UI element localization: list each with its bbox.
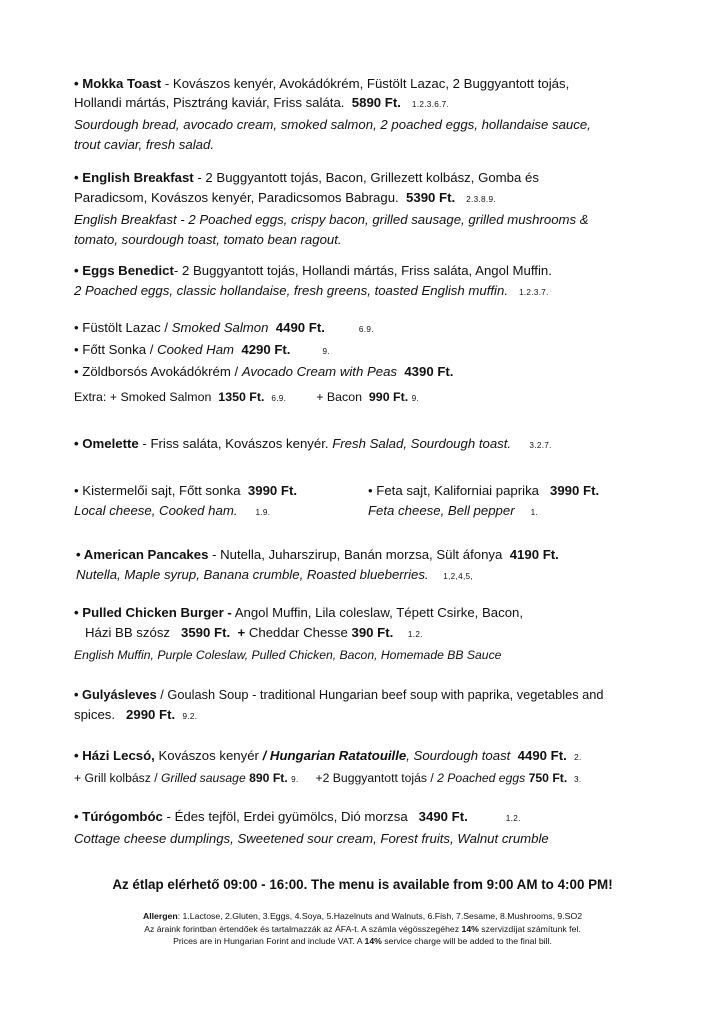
item-english: Sourdough bread, avocado cream, smoked salmon, 2 poached eggs, hollandaise sauce, [74,117,591,132]
item-name: • American Pancakes [76,547,209,562]
item-name: • Pulled Chicken Burger - [74,605,232,620]
option-en: Cooked Ham [157,342,235,357]
item-english: English Muffin, Purple Coleslaw, Pulled Chicken, Bacon, Homemade BB Sauce [74,648,502,662]
item-price: 3490 Ft. [418,809,468,824]
option-hu: Főtt Sonka / [82,342,158,357]
item-description: - Kovászos kenyér, Avokádókrém, Füstölt Lazac, 2 Buggyantott tojás, [161,76,570,91]
item-name: • Gulyásleves [74,687,157,702]
option-price: 4390 Ft. [404,364,454,379]
item-price: 5390 Ft. [406,190,456,205]
menu-item-omelette [74,434,674,456]
item-name: • Eggs Benedict [74,263,174,278]
allergen-label: Allergen [142,911,178,921]
option-allergens: 9. [322,347,330,356]
option-price: 4290 Ft. [241,342,291,357]
extra-label: Extra: + Smoked Salmon [74,390,212,404]
item-english: trout caviar, fresh salad. [74,137,215,152]
item-allergens: 1,2,4,5, [443,572,473,581]
item-english: English Breakfast - 2 Poached eggs, crispy bacon, grilled sausage, grilled mushrooms & [74,212,589,227]
extra-bacon-allergens: 9. [411,394,420,403]
extra-sausage-price: 890 Ft. [249,771,288,785]
menu-item-american-pancakes [76,545,676,587]
item-english: tomato, sourdough toast, tomato bean ragout. [74,232,342,247]
extra-price: 390 Ft. [351,625,394,640]
item-description: - Nutella, Juharszirup, Banán morzsa, Sült áfonya [208,547,503,562]
item-description: Paradicsom, Kovászos kenyér, Paradicsomos Babragu. [74,190,399,205]
price-note-hu [0,923,725,935]
extra-eggs-price: 750 Ft. [528,771,568,785]
item-description: - 2 Buggyantott tojás, Bacon, Grillezett kolbász, Gomba és [193,170,539,185]
item-english: Fresh Salad, Sourdough toast. [332,436,512,451]
option-price: 4490 Ft. [275,320,325,335]
allergen-list: : 1.Lactose, 2.Gluten, 3.Eggs, 4.Soya, 5.Hazelnuts and Walnuts, 6.Fish, 7.Sesame, 8.Mushrooms, 9.SO2 [177,911,583,921]
price-note-en [0,935,725,947]
item-allergens: 1.2. [505,814,521,823]
item-description: spices. [74,707,116,722]
item-allergens: 1.2.3.7. [518,288,549,297]
item-english: 2 Poached eggs, classic hollandaise, fresh greens, toasted English muffin. [74,283,508,298]
benedict-options [74,318,674,382]
item-price: 5890 Ft. [351,95,401,110]
option-smoked-salmon [74,318,674,340]
omelette-option-feta [368,481,668,523]
item-allergens: 3.2.7. [529,441,552,450]
note-text: service charge will be added to the final bill. [381,936,552,946]
item-allergens: 2. [574,753,582,762]
item-description: / Goulash Soup - traditional Hungarian beef soup with paprika, vegetables and [156,687,604,702]
menu-item-goulash-soup [74,685,674,727]
item-price: 4190 Ft. [509,547,559,562]
option-en: Feta cheese, Bell pepper [368,503,515,518]
item-allergens: 9.2. [182,712,198,721]
allergen-legend [0,910,725,922]
menu-item-hazi-lecso [74,746,674,790]
item-allergens: 1.2. [407,630,423,639]
item-description: Hollandi mártás, Pisztráng kaviár, Friss saláta. [74,95,345,110]
service-charge-percent: 14% [364,936,382,946]
note-text: szervizdíjat számítunk fel. [478,924,581,934]
option-price: 3990 Ft. [550,483,600,498]
opening-hours: Az étlap elérhető 09:00 - 16:00. The menu is available from 9:00 AM to 4:00 PM! [112,877,613,892]
option-allergens: 1. [530,508,539,517]
option-hu: Zöldborsós Avokádókrém / [82,364,242,379]
option-hu: • Feta sajt, Kaliforniai paprika [368,483,540,498]
option-en: Avocado Cream with Peas [241,364,397,379]
option-hu: • Kistermelői sajt, Főtt sonka [74,483,241,498]
item-price: 3590 Ft. [181,625,231,640]
item-name: • Házi Lecsó, [74,748,155,763]
bullet: • [74,320,83,335]
item-description: Angol Muffin, Lila coleslaw, Tépett Csirke, Bacon, [231,605,524,620]
item-english: Cottage cheese dumplings, Sweetened sour cream, Forest fruits, Walnut crumble [74,831,549,846]
menu-item-pulled-chicken-burger [74,603,674,665]
item-english: , Sourdough toast [406,748,511,763]
item-description: - Friss saláta, Kovászos kenyér. [138,436,333,451]
item-price: 4490 Ft. [517,748,567,763]
option-allergens: 1.9. [255,508,271,517]
item-allergens: 2.3.8.9. [466,195,496,204]
extra-plus: + [237,625,249,640]
item-description: - 2 Buggyantott tojás, Hollandi mártás, Friss saláta, Angol Muffin. [173,263,552,278]
item-english-name: / Hungarian Ratatouille [262,748,407,763]
service-charge-percent: 14% [461,924,479,934]
item-description: Házi BB szósz [85,625,171,640]
item-name: • Túrógombóc [74,809,163,824]
menu-item-turogomboc [74,807,674,849]
menu-item-eggs-benedict [74,261,674,303]
option-allergens: 6.9. [358,325,374,334]
bullet: • [74,342,83,357]
item-name: • English Breakfast [74,170,194,185]
menu-item-english-breakfast [74,168,674,250]
option-en: Smoked Salmon [171,320,269,335]
extra-sausage: + Grill kolbász / [74,771,162,785]
extra-name: Cheddar Chesse [248,625,348,640]
item-description: Kovászos kenyér [154,748,263,763]
note-text: Prices are in Hungarian Forint and include VAT. A [173,936,365,946]
bullet: • [74,364,83,379]
note-text: Az áraink forintban értendőek és tartalmazzák az ÁFA-t. A számla végösszegéhez [144,924,462,934]
item-price: 2990 Ft. [126,707,176,722]
extra-allergens: 6.9. [271,394,287,403]
item-english: Nutella, Maple syrup, Banana crumble, Roasted blueberries. [76,567,429,582]
extra-eggs-allergens: 3. [574,775,582,784]
extra-bacon-label: + Bacon [316,390,363,404]
extra-sausage-en: Grilled sausage [161,771,246,785]
option-en: Local cheese, Cooked ham. [74,503,238,518]
item-name: • Omelette [74,436,139,451]
option-hu: Füstölt Lazac / [82,320,172,335]
extra-bacon-price: 990 Ft. [368,390,409,404]
item-allergens: 1.2.3.6.7. [411,100,450,109]
option-avocado-cream [74,362,674,382]
option-cooked-ham [74,340,674,362]
extra-sausage-allergens: 9. [291,775,299,784]
option-price: 3990 Ft. [247,483,298,498]
extra-eggs-en: 2 Poached eggs [437,771,526,785]
extra-price: 1350 Ft. [218,390,265,404]
extra-eggs: +2 Buggyantott tojás / [315,771,438,785]
item-name: • Mokka Toast [74,76,162,91]
menu-item-mokka-toast [74,74,674,155]
benedict-extras [74,387,674,409]
item-description: - Édes tejföl, Erdei gyümölcs, Dió morzsa [162,809,408,824]
